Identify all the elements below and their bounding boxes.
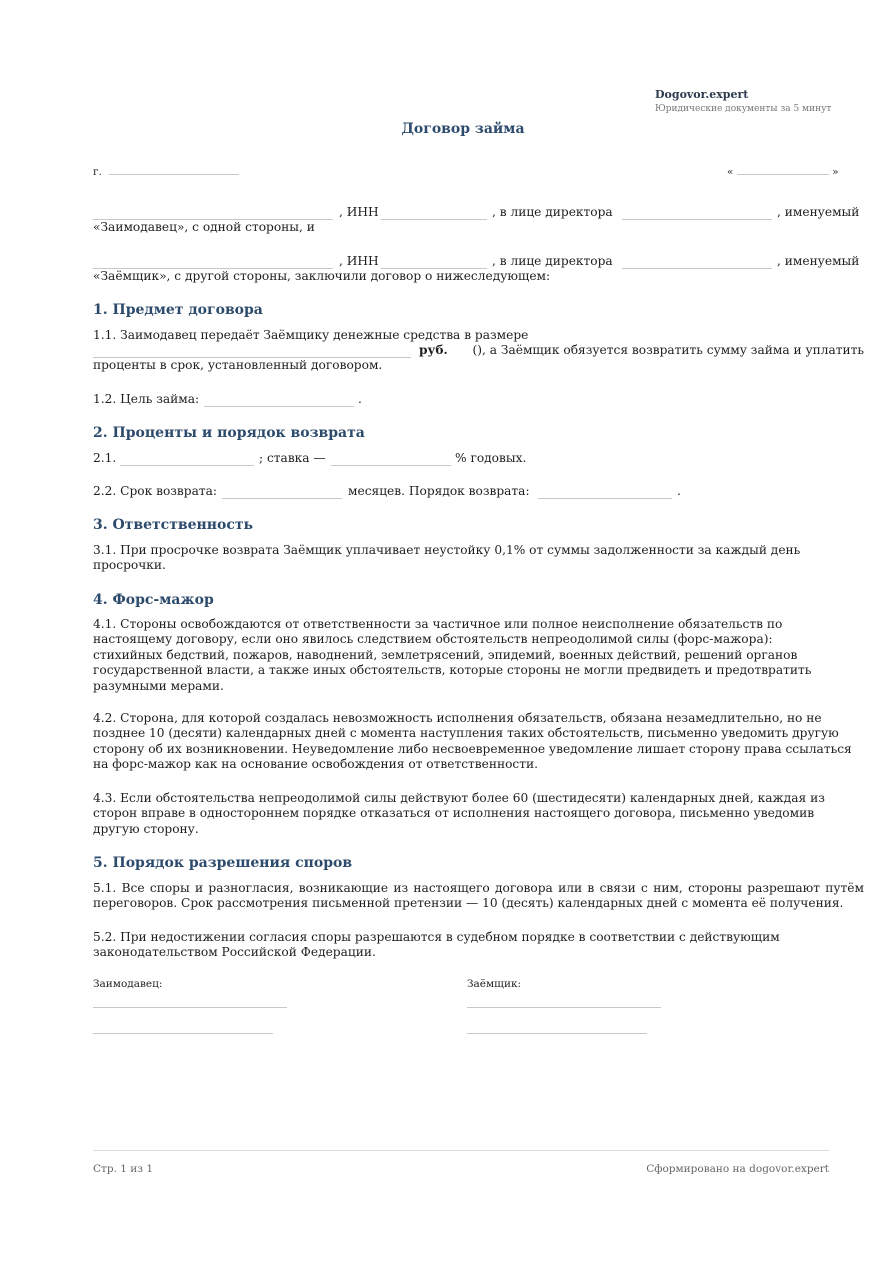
lender-director-blank[interactable]: [622, 209, 772, 220]
interest-blank[interactable]: [120, 455, 254, 466]
section-5-heading: 5. Порядок разрешения споров: [93, 855, 353, 871]
city-line: [93, 164, 239, 180]
clause-1-1-line2: (), а Заёмщик обязуется возвратить сумму займа и уплатить: [472, 343, 864, 357]
brand-block: [655, 88, 831, 114]
borrower-inn-blank[interactable]: [381, 258, 487, 269]
borrower-name-blank[interactable]: [93, 258, 333, 269]
lender-name-line[interactable]: [93, 1033, 273, 1034]
clause-1-1-line1: 1.1. Заимодавец передаёт Заёмщику денежные средства в размере: [93, 328, 529, 342]
section-1-heading: 1. Предмет договора: [93, 302, 263, 318]
brand-tagline: Юридические документы за 5 минут: [655, 104, 832, 114]
brand-name: Dogovor.expert: [655, 88, 749, 101]
generated-note: Сформировано на dogovor.expert: [646, 1163, 829, 1175]
city-prefix: г.: [93, 166, 102, 178]
clause-2-2-label: 2.2. Срок возврата:: [93, 484, 217, 498]
date-open-quote: «: [727, 166, 734, 178]
document-title: Договор займа: [401, 121, 525, 137]
lender-director-label: , в лице директора: [492, 205, 613, 219]
section-4-heading: 4. Форс-мажор: [93, 592, 214, 608]
clause-1-2-label: 1.2. Цель займа:: [93, 392, 200, 406]
borrower-name-line[interactable]: [467, 1033, 647, 1034]
clause-1-1-line3: проценты в срок, установленный договором.: [93, 358, 383, 372]
loan-purpose-blank[interactable]: [204, 396, 354, 407]
city-blank[interactable]: [109, 164, 239, 175]
section-3-heading: 3. Ответственность: [93, 517, 254, 533]
borrower-director-label: , в лице директора: [492, 254, 613, 268]
clause-4-2: 4.2. Сторона, для которой создалась невозможность исполнения обязательств, обязана незамедлительно, но не позднее 10 (десяти) календарных дней с момента наступления таких обстоятельств, письменно уведомить другую сторону об их возникновении. Неуведомление либо несвоевременное уведомление лишает сторону права ссылаться на форс-мажор как на основание освобождения от ответственности.: [93, 711, 852, 772]
rub-label: руб.: [419, 343, 448, 357]
lender-inn-blank[interactable]: [381, 209, 487, 220]
clause-5-1: 5.1. Все споры и разногласия, возникающие из настоящего договора или в связи с ним, стороны разрешают путём переговоров. Срок рассмотрения письменной претензии — 10 (десять) календарных дней с момента её получения.: [93, 881, 864, 911]
borrower-signature-label: Заёмщик:: [467, 978, 522, 990]
rate-label: ; ставка —: [259, 451, 326, 465]
borrower-director-blank[interactable]: [622, 258, 772, 269]
date-close-quote: »: [832, 166, 839, 178]
clause-3-1: 3.1. При просрочке возврата Заёмщик уплачивает неустойку 0,1% от суммы задолженности за каждый день просрочки.: [93, 543, 801, 573]
lender-name-blank[interactable]: [93, 209, 333, 220]
loan-amount-blank[interactable]: [93, 347, 411, 358]
lender-inn-label: , ИНН: [339, 205, 379, 219]
repayment-order-blank[interactable]: [538, 488, 672, 499]
page-number: Стр. 1 из 1: [93, 1163, 154, 1175]
lender-named-label: , именуемый: [777, 205, 860, 219]
clause-1-2-end: .: [358, 392, 362, 406]
date-line: [727, 164, 839, 180]
lender-role: «Заимодавец», с одной стороны, и: [93, 220, 315, 234]
clause-4-1: 4.1. Стороны освобождаются от ответственности за частичное или полное неисполнение обязательств по настоящему договору, если оно явилось следствием обстоятельств непреодолимой силы (форс-мажора): стихийных бедствий, пожаров, наводнений, землетрясений, эпидемий, военных действий, решений органов государственной власти, а также иных обстоятельств, которые стороны не могли предвидеть и предотвратить разумными мерами.: [93, 617, 812, 693]
section-2-heading: 2. Проценты и порядок возврата: [93, 425, 365, 441]
rate-blank[interactable]: [331, 455, 451, 466]
rate-suffix: % годовых.: [455, 451, 527, 465]
term-months-label: месяцев. Порядок возврата:: [348, 484, 530, 498]
term-blank[interactable]: [222, 488, 342, 499]
date-blank[interactable]: [737, 164, 829, 175]
lender-signature-label: Заимодавец:: [93, 978, 163, 990]
borrower-inn-label: , ИНН: [339, 254, 379, 268]
borrower-signature-line[interactable]: [467, 1007, 661, 1008]
clause-2-2-end: .: [677, 484, 681, 498]
lender-signature-line[interactable]: [93, 1007, 287, 1008]
footer-divider: [93, 1150, 829, 1151]
clause-5-2: 5.2. При недостижении согласия споры разрешаются в судебном порядке в соответствии с действующим законодательством Российской Федерации.: [93, 930, 780, 960]
borrower-role: «Заёмщик», с другой стороны, заключили договор о нижеследующем:: [93, 269, 551, 283]
clause-2-1-label: 2.1.: [93, 451, 117, 465]
clause-4-3: 4.3. Если обстоятельства непреодолимой силы действуют более 60 (шестидесяти) календарных дней, каждая из сторон вправе в одностороннем порядке отказаться от исполнения настоящего договора, письменно уведомив другую сторону.: [93, 791, 825, 836]
borrower-named-label: , именуемый: [777, 254, 860, 268]
